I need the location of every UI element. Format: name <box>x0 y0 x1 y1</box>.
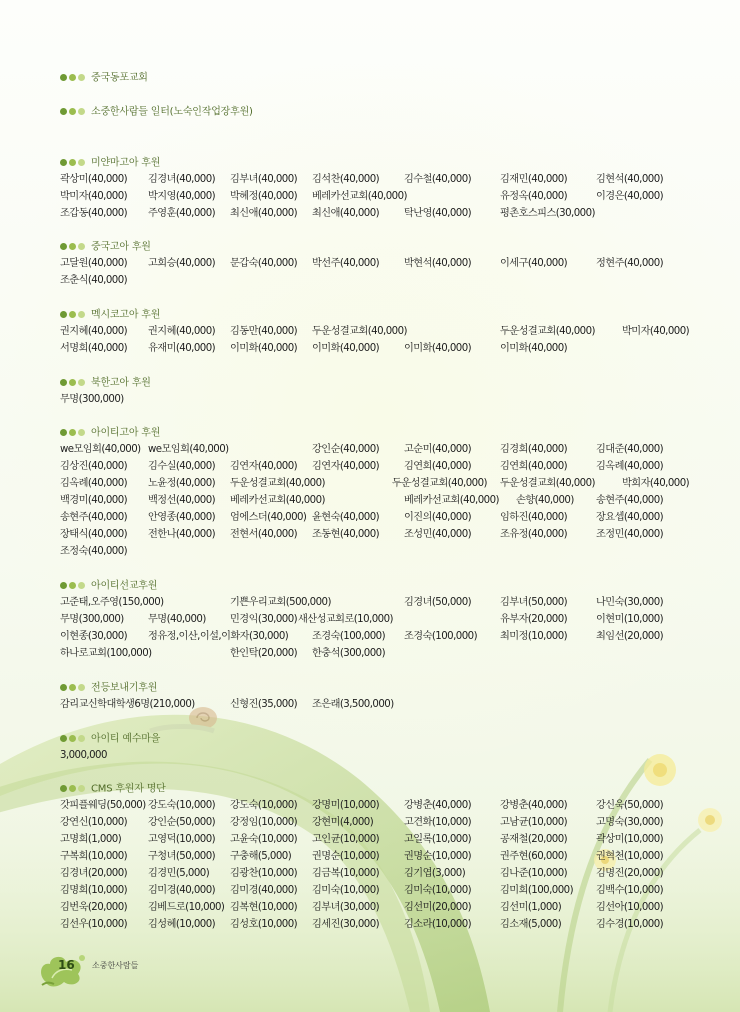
section-heading <box>60 306 680 323</box>
donor-entry: 김재민(40,000) <box>500 174 568 185</box>
donor-entry: 김연희(40,000) <box>500 461 568 472</box>
donor-entry: 최미정(10,000) <box>500 631 568 642</box>
page-footer <box>38 952 139 992</box>
donor-entry: 조경숙(100,000) <box>312 631 386 642</box>
donor-entry: 김경희(40,000) <box>500 444 568 455</box>
donor-entry: 김부녀(50,000) <box>500 597 568 608</box>
donor-entry: 김성혜(10,000) <box>148 919 216 930</box>
donor-entry: 한충석(300,000) <box>312 648 386 659</box>
donor-entry: 박미자(40,000) <box>622 326 690 337</box>
donor-entry: 고견화(10,000) <box>404 817 472 828</box>
donor-entry: 고희승(40,000) <box>148 258 216 269</box>
donor-row <box>60 628 680 645</box>
donor-entry: 김백수(10,000) <box>596 885 664 896</box>
bullet-dots-icon <box>60 69 87 86</box>
donor-entry: 고순미(40,000) <box>404 444 472 455</box>
donor-entry: 손향(40,000) <box>516 495 574 506</box>
donor-entry: 박현석(40,000) <box>404 258 472 269</box>
donor-entry: 김선미(1,000) <box>500 902 562 913</box>
donor-entry: 송현주(40,000) <box>596 495 664 506</box>
donor-row <box>60 475 690 492</box>
donor-row <box>60 696 680 713</box>
donor-entry: 강현미(4,000) <box>312 817 374 828</box>
donor-entry: 조은래(3,500,000) <box>312 699 394 710</box>
donor-entry: 이현미(10,000) <box>596 614 664 625</box>
donor-entry: 두운성결교회(40,000) <box>312 326 407 337</box>
donor-entry: 구충해(5,000) <box>230 851 292 862</box>
donor-entry: 전현서(40,000) <box>230 529 298 540</box>
donor-entry: 고윤숙(10,000) <box>230 834 298 845</box>
section-heading-text: 아이티선교후원 <box>91 580 158 592</box>
donor-entry: 조정민(40,000) <box>596 529 664 540</box>
donor-entry: 무명(40,000) <box>148 614 206 625</box>
donor-entry: 권명순(10,000) <box>312 851 380 862</box>
donor-entry: 조성민(40,000) <box>404 529 472 540</box>
donor-row <box>60 543 680 560</box>
donor-entry: 김옥례(40,000) <box>596 461 664 472</box>
section-china-orphans <box>60 238 680 289</box>
magazine-title: 소중한사람들 <box>92 961 139 970</box>
donor-entry: 이현종(30,000) <box>60 631 128 642</box>
section-north-korea-orphans <box>60 374 680 408</box>
donor-entry: 박혜정(40,000) <box>230 191 298 202</box>
donor-entry: 베레카선교회(40,000) <box>404 495 499 506</box>
donor-entry: 최신애(40,000) <box>230 208 298 219</box>
donor-entry: 강정임(10,000) <box>230 817 298 828</box>
section-heading-text: 중국동포교회 <box>91 72 148 84</box>
donor-entry: 조경숙(100,000) <box>404 631 478 642</box>
section-heading-text: CMS 후원자 명단 <box>91 783 166 795</box>
section-chinese-compatriot-church <box>60 69 680 86</box>
donor-entry: 김수철(40,000) <box>404 174 472 185</box>
donor-entry: 이경은(40,000) <box>596 191 664 202</box>
donor-entry: 권지혜(40,000) <box>148 326 216 337</box>
donor-entry: 권명순(10,000) <box>404 851 472 862</box>
donor-entry: 노윤정(40,000) <box>148 478 216 489</box>
section-heading <box>60 154 680 171</box>
section-heading <box>60 577 680 594</box>
donor-entry: 강병춘(40,000) <box>404 800 472 811</box>
donor-entry: 베레카선교회(40,000) <box>312 191 407 202</box>
donor-entry: 김세진(30,000) <box>312 919 380 930</box>
donor-entry: 고준태,오주영(150,000) <box>60 597 164 608</box>
bullet-dots-icon <box>60 154 87 171</box>
donor-row <box>60 831 680 848</box>
section-haiti-jesus-village <box>60 730 680 764</box>
donor-entry: 김베드로(10,000) <box>148 902 225 913</box>
donor-row <box>60 526 680 543</box>
donor-row <box>60 255 680 272</box>
donor-entry: 김석찬(40,000) <box>312 174 380 185</box>
donor-row <box>60 272 680 289</box>
donor-entry: 유정옥(40,000) <box>500 191 568 202</box>
donor-row <box>60 205 680 222</box>
section-heading <box>60 424 680 441</box>
donor-entry: 김동만(40,000) <box>230 326 298 337</box>
donor-row <box>60 171 680 188</box>
section-light-sending <box>60 679 680 713</box>
donor-entry: 박희자(40,000) <box>622 478 690 489</box>
donor-entry: 유부자(20,000) <box>500 614 568 625</box>
donor-entry: 김미경(40,000) <box>230 885 298 896</box>
donor-entry: 강연신(10,000) <box>60 817 128 828</box>
section-cms-donors <box>60 780 680 933</box>
donor-row <box>60 747 680 764</box>
donor-entry: 김수경(10,000) <box>596 919 664 930</box>
donor-entry: 전한나(40,000) <box>148 529 216 540</box>
donor-entry: 강도숙(10,000) <box>230 800 298 811</box>
donor-entry: 두운성결교회(40,000) <box>500 478 595 489</box>
donor-entry: 김선미(20,000) <box>404 902 472 913</box>
donor-entry: 윤현숙(40,000) <box>312 512 380 523</box>
donor-entry: 김소재(5,000) <box>500 919 562 930</box>
donor-row <box>60 188 680 205</box>
bullet-dots-icon <box>60 577 87 594</box>
donor-entry: 김상진(40,000) <box>60 461 128 472</box>
bullet-dots-icon <box>60 730 87 747</box>
section-heading <box>60 780 680 797</box>
section-haiti-orphans <box>60 424 690 560</box>
donor-entry: 유재미(40,000) <box>148 343 216 354</box>
donor-entry: 신형진(35,000) <box>230 699 298 710</box>
bullet-dots-icon <box>60 780 87 797</box>
donor-entry: 김현석(40,000) <box>596 174 664 185</box>
bullet-dots-icon <box>60 424 87 441</box>
donor-entry: 공재철(20,000) <box>500 834 568 845</box>
bullet-dots-icon <box>60 238 87 255</box>
donor-row <box>60 391 680 408</box>
donor-entry: 김연자(40,000) <box>312 461 380 472</box>
section-heading-text: 북한고아 후원 <box>91 377 151 389</box>
donor-entry: 김기엽(3,000) <box>404 868 466 879</box>
section-heading-text: 전등보내기후원 <box>91 682 158 694</box>
donor-entry: 이진의(40,000) <box>404 512 472 523</box>
section-heading-text: 미얀마고아 후원 <box>91 157 161 169</box>
donor-entry: 김성호(10,000) <box>230 919 298 930</box>
donor-entry: 장요셉(40,000) <box>596 512 664 523</box>
donor-entry: 이미화(40,000) <box>230 343 298 354</box>
donor-entry: 탁난영(40,000) <box>404 208 472 219</box>
donor-entry: 박선주(40,000) <box>312 258 380 269</box>
donor-entry: 김연희(40,000) <box>404 461 472 472</box>
donor-entry: 김옥례(40,000) <box>60 478 128 489</box>
donor-entry: 김광찬(10,000) <box>230 868 298 879</box>
donor-row <box>60 492 680 509</box>
donor-row <box>60 458 680 475</box>
donor-entry: 김소라(10,000) <box>404 919 472 930</box>
donor-entry: 김번욱(20,000) <box>60 902 128 913</box>
donor-entry: 고명희(1,000) <box>60 834 122 845</box>
donor-entry: 강명미(10,000) <box>312 800 380 811</box>
donor-entry: 권혁천(10,000) <box>596 851 664 862</box>
section-mexico-orphans <box>60 306 690 357</box>
donor-row <box>60 916 680 933</box>
donor-entry: 김복현(10,000) <box>230 902 298 913</box>
donor-entry: 최신애(40,000) <box>312 208 380 219</box>
donor-entry: 조정숙(40,000) <box>60 546 128 557</box>
donor-row <box>60 611 680 628</box>
donor-entry: 강인순(40,000) <box>312 444 380 455</box>
donor-entry: 문갑숙(40,000) <box>230 258 298 269</box>
donor-entry: 김금복(10,000) <box>312 868 380 879</box>
donor-entry: 고남균(10,000) <box>500 817 568 828</box>
section-homeless-workshop <box>60 103 680 120</box>
donor-row <box>60 848 680 865</box>
donor-row <box>60 340 680 357</box>
donor-entry: 김명희(10,000) <box>60 885 128 896</box>
donor-entry: 안영종(40,000) <box>148 512 216 523</box>
donor-entry: 김명진(20,000) <box>596 868 664 879</box>
donor-entry: 주영훈(40,000) <box>148 208 216 219</box>
donor-entry: 박미자(40,000) <box>60 191 128 202</box>
donor-entry: 김미희(100,000) <box>500 885 574 896</box>
section-heading-text: 아이티 예수마을 <box>91 733 161 745</box>
donor-entry: 김미숙(10,000) <box>312 885 380 896</box>
donor-entry: 무명(300,000) <box>60 394 124 405</box>
donor-entry: 최임선(20,000) <box>596 631 664 642</box>
donor-row <box>60 797 680 814</box>
donor-entry: 김수실(40,000) <box>148 461 216 472</box>
section-haiti-mission <box>60 577 680 662</box>
section-heading-text: 아이티고아 후원 <box>91 427 161 439</box>
donor-entry: 조춘식(40,000) <box>60 275 128 286</box>
donor-row <box>60 594 680 611</box>
bullet-dots-icon <box>60 103 87 120</box>
donor-entry: 김경녀(40,000) <box>148 174 216 185</box>
section-myanmar-orphans <box>60 154 680 222</box>
donor-entry: 김선우(10,000) <box>60 919 128 930</box>
section-heading <box>60 730 680 747</box>
donor-entry: 김연자(40,000) <box>230 461 298 472</box>
donor-entry: 이미화(40,000) <box>312 343 380 354</box>
donor-row <box>60 509 680 526</box>
donor-entry: 갓피플웨딩(50,000) <box>60 800 146 811</box>
donor-entry: 두운성결교회(40,000) <box>500 326 595 337</box>
donor-entry: 베레카선교회(40,000) <box>230 495 325 506</box>
section-heading <box>60 679 680 696</box>
section-heading <box>60 238 680 255</box>
donor-entry: 김경녀(50,000) <box>404 597 472 608</box>
donor-entry: 백정선(40,000) <box>148 495 216 506</box>
donor-entry: 곽상미(10,000) <box>596 834 664 845</box>
bullet-dots-icon <box>60 679 87 696</box>
section-heading <box>60 69 680 86</box>
donor-entry: 김부녀(30,000) <box>312 902 380 913</box>
donor-entry: 조갑동(40,000) <box>60 208 128 219</box>
donor-entry: 강병춘(40,000) <box>500 800 568 811</box>
donor-entry: 고영덕(10,000) <box>148 834 216 845</box>
donor-entry: 고일록(10,000) <box>404 834 472 845</box>
donor-entry: 구복희(10,000) <box>60 851 128 862</box>
donor-entry: 이세구(40,000) <box>500 258 568 269</box>
donor-row <box>60 865 680 882</box>
donor-entry: 감리교신학대학생6명(210,000) <box>60 699 195 710</box>
donor-entry: 김경녀(20,000) <box>60 868 128 879</box>
donor-entry: 김대준(40,000) <box>596 444 664 455</box>
donor-entry: 새산성교회로(10,000) <box>298 614 393 625</box>
section-heading-text: 소중한사람들 일터(노숙인작업장후원) <box>91 106 253 118</box>
donor-entry: 나민숙(30,000) <box>596 597 664 608</box>
donor-entry: 서명희(40,000) <box>60 343 128 354</box>
donor-entry: 김부녀(40,000) <box>230 174 298 185</box>
donor-entry: we모임회(40,000) <box>148 444 229 455</box>
donor-entry: 두운성결교회(40,000) <box>392 478 487 489</box>
donor-row <box>60 323 690 340</box>
bullet-dots-icon <box>60 374 87 391</box>
donor-entry: 김미숙(10,000) <box>404 885 472 896</box>
donor-entry: 엄에스더(40,000) <box>230 512 307 523</box>
donor-entry: 조유정(40,000) <box>500 529 568 540</box>
donor-row <box>60 441 680 458</box>
donor-entry: 고달원(40,000) <box>60 258 128 269</box>
donor-entry: 이미화(40,000) <box>404 343 472 354</box>
donor-entry: 강신욱(50,000) <box>596 800 664 811</box>
donor-entry: 김선아(10,000) <box>596 902 664 913</box>
donor-row <box>60 899 680 916</box>
donor-entry: 민경익(30,000) <box>230 614 298 625</box>
bullet-dots-icon <box>60 306 87 323</box>
donor-entry: 정유정,이산,이설,이화자(30,000) <box>148 631 289 642</box>
donor-row <box>60 882 680 899</box>
donor-row <box>60 645 680 662</box>
donor-entry: 조동현(40,000) <box>312 529 380 540</box>
donor-entry: 강인순(50,000) <box>148 817 216 828</box>
donor-entry: 고명숙(30,000) <box>596 817 664 828</box>
donor-entry: 김경민(5,000) <box>148 868 210 879</box>
page-number: 16 <box>58 958 75 972</box>
donor-entry: 정현주(40,000) <box>596 258 664 269</box>
donor-entry: 하나로교회(100,000) <box>60 648 152 659</box>
donor-entry: 한인탁(20,000) <box>230 648 298 659</box>
donor-entry: 두운성결교회(40,000) <box>230 478 325 489</box>
donor-entry: 권지혜(40,000) <box>60 326 128 337</box>
donor-entry: 장태식(40,000) <box>60 529 128 540</box>
donor-entry: we모임회(40,000) <box>60 444 141 455</box>
donor-entry: 박지영(40,000) <box>148 191 216 202</box>
donor-entry: 3,000,000 <box>60 750 107 761</box>
donor-entry: 이미화(40,000) <box>500 343 568 354</box>
donor-entry: 고인균(10,000) <box>312 834 380 845</box>
donor-entry: 평촌호스피스(30,000) <box>500 208 595 219</box>
donor-entry: 무명(300,000) <box>60 614 124 625</box>
donor-entry: 구청녀(50,000) <box>148 851 216 862</box>
donor-entry: 김미경(40,000) <box>148 885 216 896</box>
section-heading <box>60 103 680 120</box>
section-heading-text: 멕시코고아 후원 <box>91 309 161 321</box>
donor-entry: 송현주(40,000) <box>60 512 128 523</box>
donor-row <box>60 814 680 831</box>
donor-entry: 권주현(60,000) <box>500 851 568 862</box>
section-heading <box>60 374 680 391</box>
donor-entry: 곽상미(40,000) <box>60 174 128 185</box>
donor-entry: 기쁜우리교회(500,000) <box>230 597 331 608</box>
section-heading-text: 중국고아 후원 <box>91 241 151 253</box>
donor-entry: 임하진(40,000) <box>500 512 568 523</box>
donor-entry: 김나준(10,000) <box>500 868 568 879</box>
donor-entry: 백경미(40,000) <box>60 495 128 506</box>
donor-entry: 강도숙(10,000) <box>148 800 216 811</box>
